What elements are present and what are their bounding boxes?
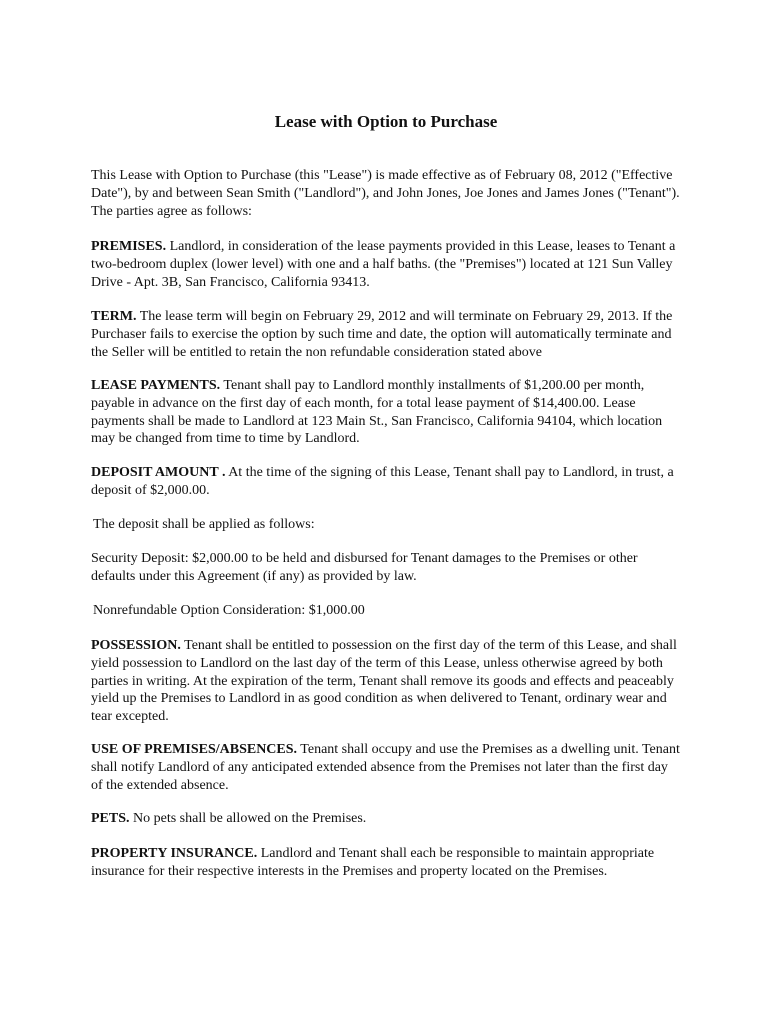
premises-section bbox=[91, 238, 681, 291]
property-insurance-heading: PROPERTY INSURANCE. bbox=[91, 846, 258, 861]
term-section bbox=[91, 308, 681, 361]
lease-payments-section bbox=[91, 377, 681, 448]
option-consideration-line: Nonrefundable Option Consideration: $1,000.00 bbox=[93, 603, 365, 618]
property-insurance-body: Landlord and Tenant shall each be responsible to maintain appropriate insurance for their respective interests in the Premises and property located on the Premises. bbox=[91, 846, 655, 879]
premises-body: Landlord, in consideration of the lease payments provided in this Lease, leases to Tenant a two-bedroom duplex (lower level) with one and a half baths. (the "Premises") located at 121 Sun Valley Drive - Apt. 3B, San Francisco, California 93413. bbox=[91, 239, 676, 290]
deposit-amount-heading: DEPOSIT AMOUNT . bbox=[91, 465, 226, 480]
possession-body: Tenant shall be entitled to possession on the first day of the term of this Lease, and shall yield possession to Landlord on the last day of the term of this Lease, unless otherwise agreed by both parties in writing. At the expiration of the term, Tenant shall remove its goods and effects and peaceably yield up the Premises to Landlord in as good condition as when delivered to Tenant, ordinary wear and tear excepted. bbox=[91, 638, 677, 725]
deposit-amount-section bbox=[91, 464, 681, 500]
premises-heading: PREMISES. bbox=[91, 239, 167, 254]
deposit-applied-line: The deposit shall be applied as follows: bbox=[93, 517, 315, 532]
pets-heading: PETS. bbox=[91, 811, 130, 826]
use-of-premises-section bbox=[91, 741, 681, 794]
lease-payments-body: Tenant shall pay to Landlord monthly installments of $1,200.00 per month, payable in advance on the first day of each month, for a total lease payment of $14,400.00. Lease payments shall be made to Landlord at 123 Main St., San Francisco, California 94104, which location may be changed from time to time by Landlord. bbox=[91, 378, 663, 447]
pets-body: No pets shall be allowed on the Premises. bbox=[129, 811, 367, 826]
term-body: The lease term will begin on February 29, 2012 and will terminate on February 29, 2013. If the Purchaser fails to exercise the option by such time and date, the option will automatically terminate and the Seller will be entitled to retain the non refundable consideration stated above bbox=[91, 309, 673, 360]
intro-paragraph: This Lease with Option to Purchase (this "Lease") is made effective as of February 08, 2012 ("Effective Date"), by and between Sean Smith ("Landlord"), and John Jones, Joe Jones and James Jones ("Tenant"). The parties agree as follows: bbox=[91, 168, 680, 219]
property-insurance-section bbox=[91, 845, 681, 881]
use-of-premises-heading: USE OF PREMISES/ABSENCES. bbox=[91, 742, 298, 757]
possession-section bbox=[91, 637, 681, 726]
pets-section bbox=[91, 810, 681, 828]
security-deposit-line: Security Deposit: $2,000.00 to be held and disbursed for Tenant damages to the Premises or other defaults under this Agreement (if any) as provided by law. bbox=[91, 551, 638, 584]
document-title: Lease with Option to Purchase bbox=[274, 112, 498, 131]
lease-payments-heading: LEASE PAYMENTS. bbox=[91, 378, 221, 393]
deposit-amount-body: At the time of the signing of this Lease, Tenant shall pay to Landlord, in trust, a deposit of $2,000.00. bbox=[91, 465, 674, 498]
possession-heading: POSSESSION. bbox=[91, 638, 181, 653]
use-of-premises-body: Tenant shall occupy and use the Premises as a dwelling unit. Tenant shall notify Landlord of any anticipated extended absence from the Premises not later than the first day of the extended absence. bbox=[91, 742, 680, 793]
term-heading: TERM. bbox=[91, 309, 137, 324]
